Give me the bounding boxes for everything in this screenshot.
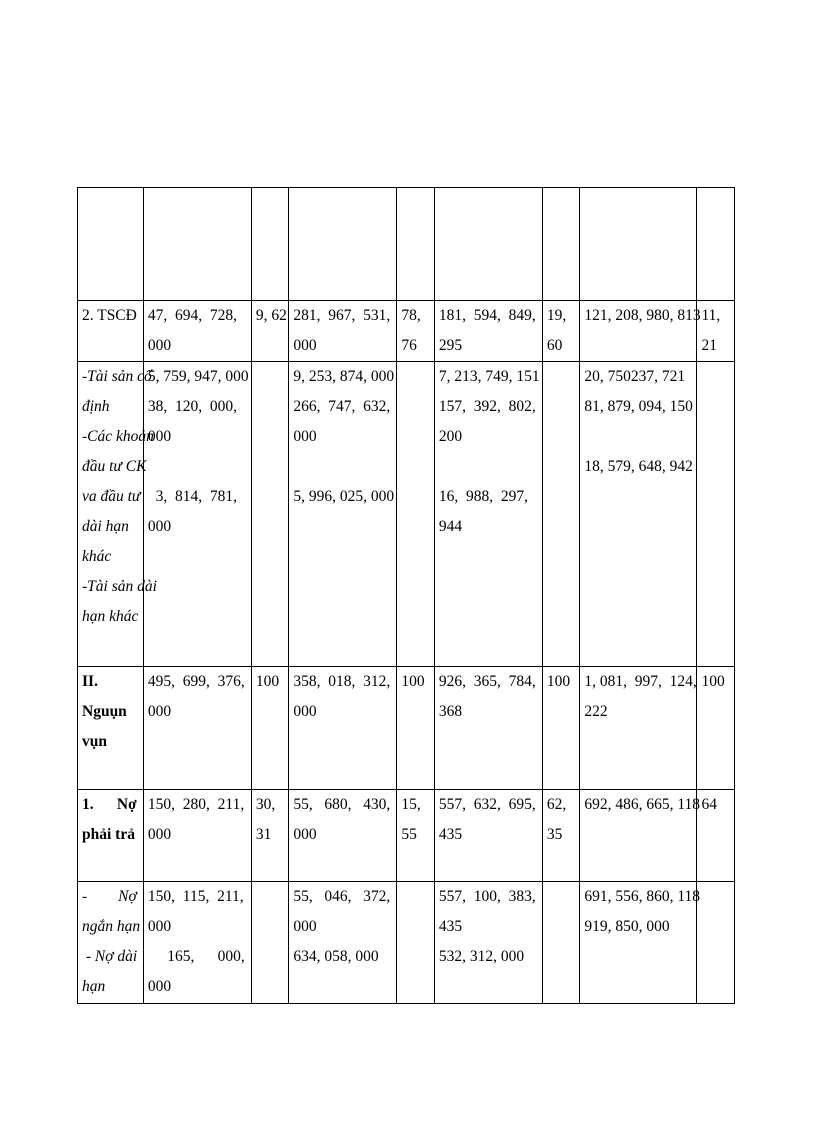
cell-line: 11, [701, 307, 721, 324]
cell-line: 35 [546, 826, 563, 843]
percent-cell [697, 188, 735, 301]
cell-line: 495, 699, 376, [147, 673, 245, 690]
cell-line: 5, 759, 947, 000 [147, 368, 249, 385]
table-row [78, 188, 735, 301]
cell-line: 691, 556, 860, 118 [584, 888, 701, 905]
cell-line: 926, 365, 784, [438, 673, 536, 690]
cell-line: 78, [401, 307, 421, 324]
cell-line: 55 [401, 826, 417, 843]
cell-line: 000 [147, 826, 172, 843]
percent-cell [697, 362, 735, 667]
cell-line: 181, 594, 849, [438, 307, 536, 324]
cell-line: 55, 046, 372, [293, 888, 391, 905]
cell-line: 435 [438, 918, 463, 935]
cell-line: 81, 879, 094, 150 [584, 398, 693, 415]
cell-line: định [82, 398, 110, 415]
cell-line: 000 [147, 428, 172, 445]
amount-cell [580, 188, 697, 301]
percent-cell [397, 790, 435, 882]
cell-line: 3, 814, 781, [147, 488, 238, 505]
row-label-cell [78, 362, 157, 667]
percent-cell [697, 667, 735, 790]
cell-line: 944 [438, 518, 463, 535]
percent-cell [251, 882, 289, 1004]
amount-cell [289, 882, 397, 1004]
cell-line: 38, 120, 000, [147, 398, 238, 415]
amount-cell [580, 882, 701, 1004]
cell-line: 000 [293, 703, 317, 720]
cell-line: 18, 579, 648, 942 [584, 458, 693, 475]
amount-cell [580, 790, 701, 882]
amount-cell [434, 667, 542, 790]
cell-line: vụn [82, 733, 107, 750]
percent-cell [697, 882, 735, 1004]
cell-line: 100 [255, 673, 280, 690]
amount-cell [143, 667, 251, 790]
cell-line [148, 452, 247, 482]
percent-cell [251, 362, 289, 667]
cell-line: 7, 213, 749, 151 [438, 368, 540, 385]
table-row [78, 301, 735, 362]
percent-cell [397, 882, 435, 1004]
percent-cell [697, 790, 735, 882]
cell-line: 100 [401, 673, 425, 690]
cell-line: - Nợ [82, 888, 137, 905]
cell-line: va đầu tư [82, 488, 141, 505]
cell-line [584, 422, 692, 452]
table-row [78, 667, 735, 790]
financial-table [77, 187, 735, 1004]
amount-cell [143, 301, 251, 362]
cell-line: 368 [438, 703, 463, 720]
cell-line: 100 [546, 673, 571, 690]
percent-cell [397, 301, 435, 362]
cell-line: Nguụn [82, 703, 127, 720]
cell-line: 20, 750237, 721 [584, 368, 686, 385]
cell-line: hạn khác [82, 608, 139, 625]
percent-cell [251, 301, 289, 362]
cell-line: đầu tư CK [82, 458, 147, 475]
cell-line: 16, 988, 297, [438, 488, 529, 505]
cell-line: 692, 486, 665, 118 [584, 796, 701, 813]
cell-line: 435 [438, 826, 463, 843]
cell-line: 000 [147, 337, 172, 354]
cell-line: 919, 850, 000 [584, 918, 670, 935]
amount-cell [143, 882, 251, 1004]
percent-cell [542, 362, 580, 667]
cell-line: 15, [401, 796, 421, 813]
cell-line: 100 [701, 673, 725, 690]
percent-cell [542, 667, 580, 790]
cell-line: 000 [147, 518, 172, 535]
percent-cell [397, 667, 435, 790]
cell-line: phải trả [82, 826, 135, 843]
cell-line: hạn [82, 978, 106, 995]
amount-cell [434, 882, 542, 1004]
cell-line: 295 [438, 337, 463, 354]
cell-line: 55, 680, 430, [293, 796, 391, 813]
row-label-cell [78, 667, 144, 790]
cell-line: 64 [701, 796, 717, 813]
percent-cell [251, 188, 289, 301]
cell-line: 150, 280, 211, [147, 796, 245, 813]
cell-line: 2. TSCĐ [82, 307, 137, 324]
cell-line: 165, 000, [147, 948, 245, 965]
row-label-cell [78, 790, 144, 882]
cell-line: 31 [255, 826, 272, 843]
cell-line: 150, 115, 211, [147, 888, 244, 905]
cell-line: 121, 208, 980, 813 [584, 307, 701, 324]
table-row [78, 362, 735, 667]
cell-line: 000 [293, 428, 317, 445]
row-label-cell [78, 301, 144, 362]
percent-cell [397, 188, 435, 301]
cell-line: -Tài sản dài [82, 578, 157, 595]
row-label-cell [78, 188, 144, 301]
cell-line: -Tài sản cố [82, 368, 152, 385]
cell-line: 157, 392, 802, [438, 398, 536, 415]
cell-line: 1, 081, 997, 124, [584, 673, 697, 690]
amount-cell [580, 362, 697, 667]
cell-line: 358, 018, 312, [293, 673, 391, 690]
cell-line: 557, 632, 695, [438, 796, 536, 813]
percent-cell [251, 667, 289, 790]
cell-line: dài hạn [82, 518, 129, 535]
percent-cell [542, 790, 580, 882]
cell-line: 000 [147, 978, 172, 995]
percent-cell [251, 790, 289, 882]
amount-cell [143, 790, 251, 882]
cell-line: 21 [701, 337, 717, 354]
table-row [78, 790, 735, 882]
amount-cell [143, 362, 251, 667]
amount-cell [434, 301, 542, 362]
cell-line: 60 [546, 337, 563, 354]
cell-line: 47, 694, 728, [147, 307, 238, 324]
cell-line: 222 [584, 703, 608, 720]
cell-line: 000 [293, 337, 317, 354]
row-label-cell [78, 882, 144, 1004]
amount-cell [289, 188, 397, 301]
cell-line: 200 [438, 428, 463, 445]
cell-line: 9, 253, 874, 000 [293, 368, 395, 385]
cell-line: 000 [147, 703, 172, 720]
amount-cell [434, 362, 542, 667]
cell-line: 532, 312, 000 [438, 948, 525, 965]
cell-line: 1. Nợ [82, 796, 137, 813]
cell-line: 000 [147, 918, 172, 935]
cell-line: khác [82, 548, 112, 565]
cell-line: 000 [293, 918, 317, 935]
cell-line: 9, 62 [255, 307, 287, 324]
cell-line: 000 [293, 826, 317, 843]
amount-cell [580, 301, 701, 362]
amount-cell [434, 790, 542, 882]
amount-cell [289, 667, 397, 790]
cell-line [439, 452, 538, 482]
cell-line: -Các khoản [82, 428, 154, 445]
percent-cell [542, 188, 580, 301]
amount-cell [289, 790, 397, 882]
cell-line: II. [82, 673, 98, 690]
percent-cell [542, 882, 580, 1004]
amount-cell [580, 667, 697, 790]
cell-line: 76 [401, 337, 417, 354]
cell-line: 19, [546, 307, 567, 324]
cell-line [293, 452, 392, 482]
percent-cell [542, 301, 580, 362]
cell-line: 5, 996, 025, 000 [293, 488, 395, 505]
table-row [78, 882, 735, 1004]
amount-cell [289, 362, 397, 667]
cell-line: ngắn hạn [82, 918, 141, 935]
amount-cell [143, 188, 251, 301]
amount-cell [434, 188, 542, 301]
amount-cell [289, 301, 397, 362]
cell-line: 281, 967, 531, [293, 307, 391, 324]
cell-line: 62, [546, 796, 567, 813]
cell-line: 634, 058, 000 [293, 948, 379, 965]
percent-cell [397, 362, 435, 667]
percent-cell [697, 301, 735, 362]
cell-line: 30, [255, 796, 276, 813]
cell-line: 557, 100, 383, [438, 888, 536, 905]
cell-line: 266, 747, 632, [293, 398, 391, 415]
cell-line: - Nợ dài [82, 948, 138, 965]
